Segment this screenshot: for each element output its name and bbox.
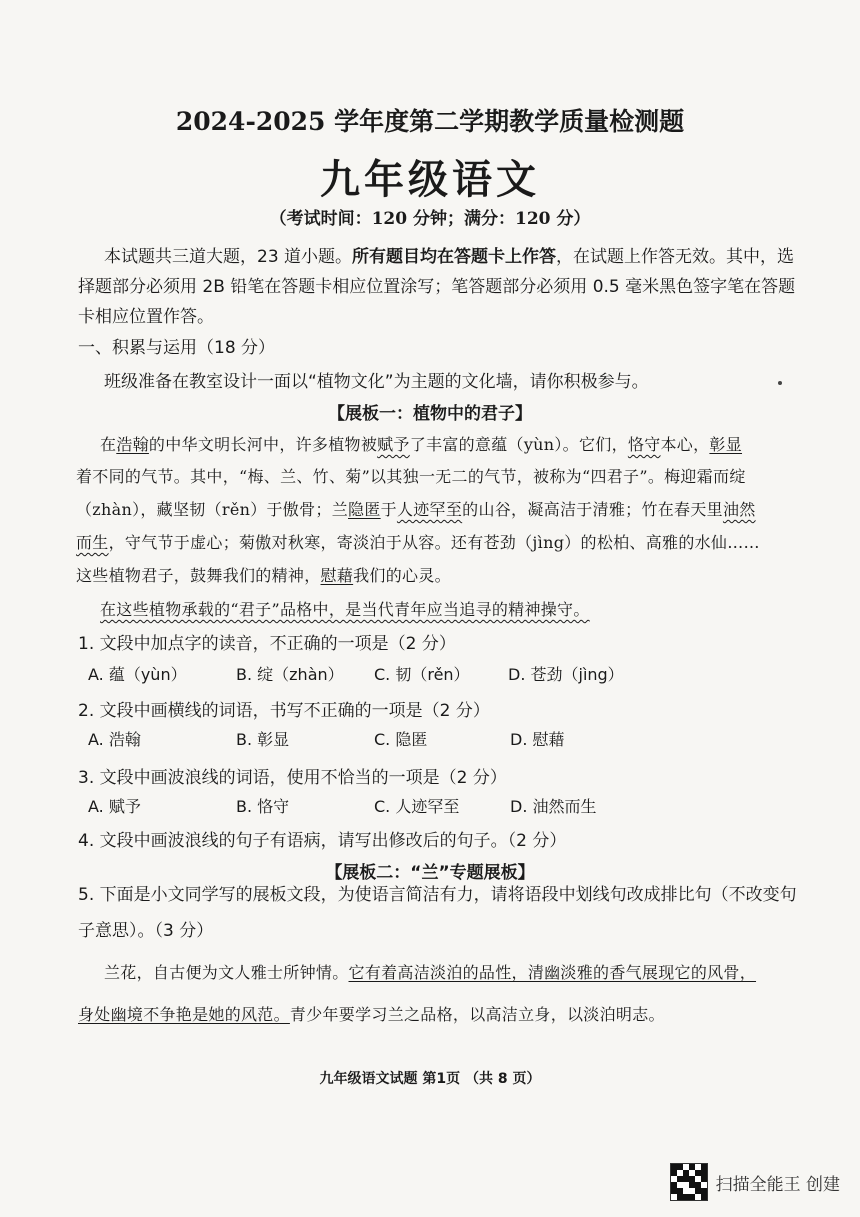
underlined-word: 慰藉	[320, 566, 354, 585]
subject-title: 九年级语文	[320, 156, 540, 203]
wavy-underlined-word: 油然	[722, 500, 756, 519]
wavy-underlined-word: 人迹罕至	[396, 500, 463, 519]
wavy-underlined-word: 而生	[76, 533, 109, 552]
passage-text: （zhàn），藏坚韧（rěn）于傲骨；兰	[76, 500, 349, 519]
question-1: 1. 文段中加点字的读音，不正确的一项是（2 分）	[78, 634, 456, 654]
passage-line	[76, 530, 760, 553]
passage-text: 的中华文明长河中，许多植物被	[148, 435, 378, 454]
exam-title: 2024-2025 学年度第二学期教学质量检测题	[175, 107, 685, 136]
page-footer: 九年级语文试题 第1页 （共 8 页）	[319, 1071, 541, 1087]
option-d: D. 慰藉	[510, 730, 565, 749]
instructions-line-3: 卡相应位置作答。	[78, 307, 214, 327]
question-5-line-2: 子意思）。（3 分）	[78, 921, 214, 941]
scanner-watermark	[670, 1163, 840, 1201]
underlined-word: 隐匿	[348, 500, 381, 519]
option-b: B. 绽（zhàn）	[236, 665, 344, 684]
option-c: C. 人迹罕至	[374, 797, 460, 816]
passage-text: 的山谷，凝高洁于清雅；竹在春天里	[462, 500, 723, 519]
option-a: A. 浩翰	[88, 730, 141, 749]
instructions-line-2: 择题部分必须用 2B 铅笔在答题卡相应位置涂写；笔答题部分必须用 0.5 毫米黑色签字笔在答题	[78, 277, 796, 297]
passage-text: 在	[100, 435, 117, 454]
passage-text: 于	[380, 500, 397, 519]
question-4: 4. 文段中画波浪线的句子有语病，请写出修改后的句子。（2 分）	[78, 831, 567, 851]
question-2: 2. 文段中画横线的词语，书写不正确的一项是（2 分）	[78, 701, 490, 721]
wavy-underlined-word: 赋予	[377, 435, 410, 454]
watermark-text: 扫描全能王 创建	[715, 1174, 840, 1195]
option-d: D. 油然而生	[510, 797, 597, 816]
exam-info: （考试时间：120 分钟；满分：120 分）	[269, 209, 591, 229]
option-a: A. 赋予	[88, 797, 141, 816]
qr-code-icon	[670, 1163, 708, 1201]
passage-text: 这些植物君子，鼓舞我们的精神，	[76, 566, 321, 585]
instructions-text: 本试题共三道大题，23 道小题。	[104, 247, 353, 267]
passage-line	[78, 1002, 665, 1025]
instructions-line-1	[104, 242, 794, 267]
question-3: 3. 文段中画波浪线的词语，使用不恰当的一项是（2 分）	[78, 768, 507, 788]
panel-two-title: 【展板二：“兰”专题展板】	[325, 863, 535, 883]
scan-dot	[778, 381, 782, 385]
instructions-bold-text: 所有题目均在答题卡上作答	[352, 247, 557, 267]
passage-text: ，守气节于虚心；菊傲对秋寒，寄淡泊于从容。还有苍劲（jìng）的松柏、高雅的水仙……	[108, 533, 760, 552]
passage-line	[76, 497, 756, 520]
question-5-line-1: 5. 下面是小文同学写的展板文段，为使语言简洁有力，请将语段中划线句改成排比句（不改变句	[78, 885, 797, 905]
passage-text: 了丰富的意蕴（yùn）。它们，	[409, 435, 628, 454]
option-c: C. 韧（rěn）	[374, 665, 470, 684]
wavy-underlined-word: 恪守	[627, 435, 661, 454]
wavy-underlined-sentence: 在这些植物承载的“君子”品格中，是当代青年应当追寻的精神操守。	[100, 600, 590, 619]
passage-text: 兰花，自古便为文人雅士所钟情。	[104, 963, 349, 982]
passage-line	[76, 563, 451, 586]
option-a: A. 蕴（yùn）	[88, 665, 187, 684]
passage-line	[104, 960, 756, 983]
passage-text: 青少年要学习兰之品格，以高洁立身，以淡泊明志。	[289, 1005, 665, 1024]
option-c: C. 隐匿	[374, 730, 428, 749]
section-intro: 班级准备在教室设计一面以“植物文化”为主题的文化墙，请你积极参与。	[104, 372, 649, 392]
panel-one-title: 【展板一：植物中的君子】	[328, 404, 532, 424]
passage-line: 着不同的气节。其中，“梅、兰、竹、菊”以其独一无二的气节，被称为“四君子”。梅迎霜而绽	[76, 467, 746, 486]
instructions-text: ，在试题上作答无效。其中，选	[556, 247, 795, 267]
option-d: D. 苍劲（jìng）	[508, 665, 624, 684]
passage-text: 我们的心灵。	[353, 566, 451, 585]
passage-line	[100, 432, 742, 455]
underlined-sentence: 它有着高洁淡泊的品性，清幽淡雅的香气展现它的风骨，	[348, 963, 757, 982]
underlined-word: 彰显	[709, 435, 743, 454]
passage-text: 本心，	[660, 435, 710, 454]
option-b: B. 恪守	[236, 797, 290, 816]
underlined-sentence: 身处幽境不争艳是她的风范。	[78, 1005, 290, 1024]
section-heading: 一、积累与运用（18 分）	[78, 338, 276, 358]
option-b: B. 彰显	[236, 730, 290, 749]
underlined-word: 浩翰	[116, 435, 149, 454]
